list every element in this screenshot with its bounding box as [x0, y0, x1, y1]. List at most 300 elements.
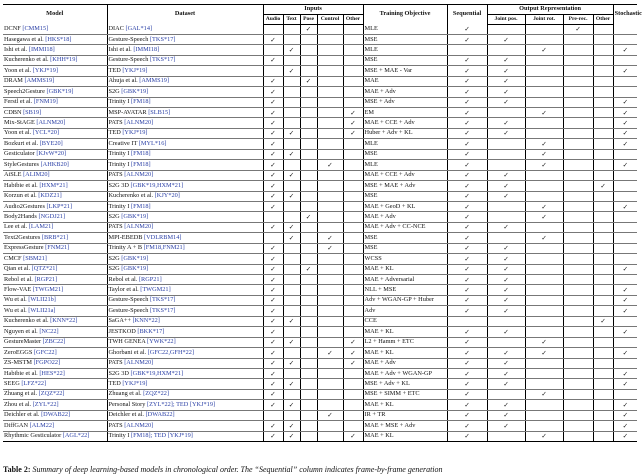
dataset-citation: [KNN*22] — [132, 317, 160, 325]
dataset-name: PATS — [108, 223, 123, 231]
model-cell — [3, 24, 107, 34]
model-citation: [KHH*19] — [50, 56, 78, 64]
model-name: Mix-StAGE — [4, 119, 35, 127]
output-joint-rot-check — [525, 191, 563, 201]
input-control-check — [317, 149, 343, 159]
output-other-check — [593, 348, 613, 358]
output-joint-pos-check: ✓ — [487, 327, 525, 337]
sequential-check: ✓ — [447, 24, 487, 34]
table-row — [3, 181, 637, 191]
input-pose-check: ✓ — [300, 24, 317, 34]
output-joint-pos-check — [487, 212, 525, 222]
input-other-check — [343, 306, 363, 316]
input-control-check — [317, 421, 343, 431]
model-cell — [3, 233, 107, 243]
model-name: Zhou et al. — [4, 400, 32, 408]
dataset-name: Zhuang et al. — [108, 390, 142, 398]
header-input-other: Other — [343, 15, 363, 25]
output-joint-rot-check — [525, 76, 563, 86]
input-control-check — [317, 87, 343, 97]
model-name: GestureMaster — [4, 338, 42, 346]
output-other-check — [593, 45, 613, 55]
training-objective-cell: MSE — [363, 233, 447, 243]
input-pose-check — [300, 410, 317, 420]
dataset-citation: [GBK*19,HXM*21] — [130, 181, 184, 189]
input-text-check — [283, 24, 300, 34]
input-other-check — [343, 149, 363, 159]
input-text-check: ✓ — [283, 222, 300, 232]
table-row — [3, 327, 637, 337]
model-name: Kucherenko et al. — [4, 56, 49, 64]
dataset-cell — [107, 170, 263, 180]
output-pre-rec-check — [563, 306, 593, 316]
model-cell — [3, 181, 107, 191]
dataset-citation: [YWK*22] — [146, 338, 176, 346]
model-citation: [ZBC22] — [42, 338, 66, 346]
model-cell — [3, 358, 107, 368]
output-joint-rot-check: ✓ — [525, 389, 563, 399]
dataset-citation: [TKS*17] — [149, 306, 176, 314]
dataset-cell — [107, 285, 263, 295]
input-control-check — [317, 358, 343, 368]
input-text-check — [283, 306, 300, 316]
output-joint-pos-check: ✓ — [487, 264, 525, 274]
input-control-check — [317, 97, 343, 107]
input-pose-check — [300, 128, 317, 138]
model-citation: [ZYL*22] — [32, 400, 59, 408]
model-cell — [3, 295, 107, 305]
training-objective-cell: MSE + Adv — [363, 97, 447, 107]
input-text-check: ✓ — [283, 379, 300, 389]
output-other-check — [593, 55, 613, 65]
training-objective-cell: MSE — [363, 34, 447, 44]
output-other-check — [593, 97, 613, 107]
output-other-check — [593, 421, 613, 431]
sequential-check — [447, 45, 487, 55]
caption-label: Table 2: — [3, 465, 31, 474]
training-objective-cell: EM — [363, 108, 447, 118]
training-objective-cell: MLE — [363, 24, 447, 34]
stochastic-check — [613, 212, 637, 222]
input-text-check: ✓ — [283, 66, 300, 76]
model-name: AiSLE — [4, 171, 22, 179]
table-row — [3, 201, 637, 211]
sequential-check: ✓ — [447, 243, 487, 253]
output-joint-pos-check — [487, 139, 525, 149]
output-other-check — [593, 128, 613, 138]
output-other-check — [593, 327, 613, 337]
model-name: DCNF — [4, 24, 21, 32]
training-objective-cell: MSE — [363, 243, 447, 253]
output-pre-rec-check — [563, 191, 593, 201]
dataset-citation: [GBK*19] — [121, 265, 149, 273]
output-joint-rot-check — [525, 222, 563, 232]
dataset-cell — [107, 149, 263, 159]
output-other-check — [593, 431, 613, 441]
model-name: Ferstl et al. — [4, 98, 33, 106]
output-pre-rec-check — [563, 118, 593, 128]
sequential-check: ✓ — [447, 400, 487, 410]
dataset-name: Rebol et al. — [108, 275, 138, 283]
output-joint-rot-check — [525, 379, 563, 389]
input-pose-check — [300, 108, 317, 118]
dataset-cell — [107, 431, 263, 441]
input-pose-check — [300, 306, 317, 316]
input-control-check — [317, 389, 343, 399]
input-audio-check: ✓ — [263, 222, 283, 232]
models-summary-table — [3, 4, 642, 442]
model-cell — [3, 128, 107, 138]
input-pose-check — [300, 34, 317, 44]
output-other-check — [593, 108, 613, 118]
output-joint-rot-check: ✓ — [525, 45, 563, 55]
output-joint-pos-check: ✓ — [487, 421, 525, 431]
output-other-check — [593, 285, 613, 295]
model-citation: [ALIM20] — [23, 171, 50, 179]
output-joint-rot-check: ✓ — [525, 337, 563, 347]
sequential-check: ✓ — [447, 181, 487, 191]
model-name: Rhythmic Gesticulator — [4, 432, 62, 440]
dataset-citation: [GFC22,GFH*22] — [147, 348, 195, 356]
dataset-cell — [107, 275, 263, 285]
stochastic-check: ✓ — [613, 306, 637, 316]
table-body — [3, 24, 637, 442]
dataset-name: Gesture-Speech — [108, 296, 149, 304]
table-row — [3, 243, 637, 253]
table-row — [3, 233, 637, 243]
input-control-check — [317, 368, 343, 378]
output-pre-rec-check — [563, 160, 593, 170]
input-control-check — [317, 118, 343, 128]
input-audio-check: ✓ — [263, 389, 283, 399]
dataset-cell — [107, 400, 263, 410]
input-text-check — [283, 160, 300, 170]
stochastic-check: ✓ — [613, 348, 637, 358]
model-cell — [3, 379, 107, 389]
output-joint-pos-check — [487, 160, 525, 170]
input-other-check — [343, 295, 363, 305]
header-input-text: Text — [283, 15, 300, 25]
header-input-audio: Audio — [263, 15, 283, 25]
input-pose-check — [300, 243, 317, 253]
dataset-cell — [107, 421, 263, 431]
output-joint-rot-check — [525, 316, 563, 326]
output-other-check — [593, 410, 613, 420]
sequential-check: ✓ — [447, 254, 487, 264]
input-pose-check — [300, 358, 317, 368]
input-other-check — [343, 139, 363, 149]
training-objective-cell: MLE — [363, 160, 447, 170]
model-name: DRAM — [4, 77, 23, 85]
training-objective-cell: MAE + Adv — [363, 212, 447, 222]
output-pre-rec-check — [563, 243, 593, 253]
output-joint-pos-check: ✓ — [487, 358, 525, 368]
model-citation: [LAM21] — [28, 223, 54, 231]
output-joint-rot-check — [525, 306, 563, 316]
input-control-check — [317, 191, 343, 201]
input-text-check — [283, 410, 300, 420]
input-text-check: ✓ — [283, 316, 300, 326]
dataset-citation: [ALNM20] — [124, 359, 154, 367]
stochastic-check — [613, 24, 637, 34]
table-caption — [3, 465, 443, 474]
output-pre-rec-check — [563, 233, 593, 243]
input-control-check — [317, 66, 343, 76]
sequential-check: ✓ — [447, 285, 487, 295]
dataset-name: S2G — [108, 254, 120, 262]
output-joint-rot-check — [525, 410, 563, 420]
table-row — [3, 212, 637, 222]
output-pre-rec-check — [563, 66, 593, 76]
stochastic-check — [613, 254, 637, 264]
stochastic-check: ✓ — [613, 160, 637, 170]
model-name: Rebol et al. — [4, 275, 33, 283]
table-row — [3, 400, 637, 410]
output-other-check — [593, 275, 613, 285]
dataset-citation: [ALNM20] — [124, 421, 154, 429]
dataset-name: Deichler et al. — [108, 411, 144, 419]
dataset-name: Trinity I — [108, 202, 130, 210]
dataset-citation: [MYL*16] — [138, 139, 167, 147]
header-model: Model — [3, 5, 107, 25]
output-joint-pos-check — [487, 389, 525, 399]
dataset-cell — [107, 118, 263, 128]
sequential-check: ✓ — [447, 108, 487, 118]
header-stochastic: Stochastic — [613, 5, 637, 25]
input-other-check — [343, 233, 363, 243]
model-citation: [KDZ21] — [38, 192, 62, 200]
output-other-check — [593, 24, 613, 34]
input-text-check — [283, 264, 300, 274]
table-row — [3, 160, 637, 170]
header-training-objective: Training Objective — [363, 5, 447, 25]
dataset-citation: [GBK*19] — [121, 212, 149, 220]
input-control-check — [317, 295, 343, 305]
model-cell — [3, 55, 107, 65]
training-objective-cell: NLL + MSE — [363, 285, 447, 295]
input-audio-check: ✓ — [263, 285, 283, 295]
dataset-cell — [107, 348, 263, 358]
dataset-name: TED — [108, 129, 121, 137]
model-name: Habibie et al. — [4, 181, 38, 189]
output-joint-pos-check: ✓ — [487, 410, 525, 420]
input-pose-check — [300, 337, 317, 347]
header-input-control: Control — [317, 15, 343, 25]
dataset-citation: [KJY*20] — [154, 192, 180, 200]
output-other-check — [593, 254, 613, 264]
training-objective-cell: MAE + KL — [363, 264, 447, 274]
stochastic-check: ✓ — [613, 264, 637, 274]
stochastic-check: ✓ — [613, 410, 637, 420]
sequential-check: ✓ — [447, 87, 487, 97]
table-row — [3, 191, 637, 201]
input-other-check — [343, 66, 363, 76]
dataset-citation: [AMMS19] — [139, 77, 170, 85]
model-name: ZeroEGGS — [4, 348, 33, 356]
input-control-check — [317, 327, 343, 337]
table-row — [3, 264, 637, 274]
stochastic-check: ✓ — [613, 118, 637, 128]
output-other-check — [593, 358, 613, 368]
dataset-name: MSP-AVATAR — [108, 108, 147, 116]
model-citation: [RGP21] — [34, 275, 58, 283]
output-other-check — [593, 337, 613, 347]
input-control-check: ✓ — [317, 233, 343, 243]
input-text-check: ✓ — [283, 431, 300, 441]
dataset-citation: [TKS*17] — [149, 296, 176, 304]
output-joint-pos-check: ✓ — [487, 118, 525, 128]
dataset-cell — [107, 160, 263, 170]
stochastic-check — [613, 181, 637, 191]
stochastic-check: ✓ — [613, 66, 637, 76]
header-output-representation: Output Representation — [487, 5, 613, 15]
output-pre-rec-check — [563, 55, 593, 65]
input-other-check — [343, 34, 363, 44]
caption-text: Summary of deep learning-based models in chronological order. The “Sequential” column indicates frame-by-frame generation — [32, 465, 443, 474]
header-output-pre-rec: Pre-rec. — [563, 15, 593, 25]
dataset-citation: [FM18] — [131, 150, 151, 158]
input-other-check — [343, 368, 363, 378]
training-objective-cell: Adv + WGAN-GP + Huber — [363, 295, 447, 305]
sequential-check: ✓ — [447, 55, 487, 65]
input-audio-check: ✓ — [263, 337, 283, 347]
dataset-citation: [SLB15] — [148, 108, 171, 116]
input-text-check — [283, 55, 300, 65]
table-row — [3, 139, 637, 149]
model-citation: [ALM22] — [29, 421, 55, 429]
input-audio-check: ✓ — [263, 118, 283, 128]
dataset-citation: [FM18] — [131, 98, 151, 106]
model-citation: [HXM*21] — [39, 181, 68, 189]
dataset-name: Creative IT — [108, 139, 138, 147]
training-objective-cell: MLE — [363, 45, 447, 55]
dataset-name: MPI-EBEDB — [108, 233, 143, 241]
dataset-cell — [107, 316, 263, 326]
output-joint-rot-check: ✓ — [525, 108, 563, 118]
input-other-check — [343, 389, 363, 399]
model-name: Bozkurt et al. — [4, 139, 39, 147]
dataset-citation: [GBK*19] — [121, 87, 149, 95]
dataset-name: S2G — [108, 87, 120, 95]
output-pre-rec-check — [563, 431, 593, 441]
sequential-check: ✓ — [447, 212, 487, 222]
output-joint-pos-check: ✓ — [487, 66, 525, 76]
training-objective-cell: MAE + Adv — [363, 87, 447, 97]
output-pre-rec-check — [563, 327, 593, 337]
dataset-citation: [BKK*17] — [137, 327, 165, 335]
dataset-citation: [FM18] — [131, 160, 151, 168]
output-joint-rot-check — [525, 24, 563, 34]
input-text-check: ✓ — [283, 45, 300, 55]
input-control-check: ✓ — [317, 243, 343, 253]
input-pose-check — [300, 87, 317, 97]
model-cell — [3, 201, 107, 211]
dataset-cell — [107, 76, 263, 86]
training-objective-cell: MAE + KL — [363, 348, 447, 358]
table-row — [3, 358, 637, 368]
input-text-check — [283, 97, 300, 107]
output-joint-rot-check — [525, 400, 563, 410]
model-cell — [3, 275, 107, 285]
table-row — [3, 379, 637, 389]
input-audio-check: ✓ — [263, 295, 283, 305]
training-objective-cell: CCE — [363, 316, 447, 326]
model-name: Nguyen et al. — [4, 327, 38, 335]
model-name: Hasegawa et al. — [4, 35, 44, 43]
output-joint-rot-check — [525, 327, 563, 337]
training-objective-cell: MAE + KL — [363, 431, 447, 441]
output-pre-rec-check — [563, 254, 593, 264]
dataset-cell — [107, 295, 263, 305]
dataset-cell — [107, 233, 263, 243]
dataset-cell — [107, 306, 263, 316]
input-pose-check — [300, 327, 317, 337]
table-row — [3, 222, 637, 232]
model-citation: [QTZ*21] — [31, 265, 58, 273]
sequential-check: ✓ — [447, 358, 487, 368]
input-other-check — [343, 254, 363, 264]
model-citation: [FGPO22] — [33, 359, 61, 367]
dataset-name: Trinity I — [108, 150, 130, 158]
dataset-citation: [FM18]; TED [YKJ*19] — [131, 432, 193, 440]
output-pre-rec-check — [563, 212, 593, 222]
model-cell — [3, 87, 107, 97]
input-control-check — [317, 108, 343, 118]
header-sequential: Sequential — [447, 5, 487, 25]
input-audio-check: ✓ — [263, 108, 283, 118]
model-name: Korzun et al. — [4, 192, 37, 200]
input-pose-check — [300, 431, 317, 441]
output-joint-pos-check — [487, 337, 525, 347]
input-other-check — [343, 24, 363, 34]
output-joint-pos-check: ✓ — [487, 348, 525, 358]
output-other-check — [593, 149, 613, 159]
dataset-name: Ghorbani et al. — [108, 348, 147, 356]
input-control-check — [317, 285, 343, 295]
input-pose-check — [300, 389, 317, 399]
stochastic-check — [613, 34, 637, 44]
table-row — [3, 348, 637, 358]
output-joint-pos-check: ✓ — [487, 295, 525, 305]
model-citation: [ZQZ*22] — [38, 390, 65, 398]
output-joint-pos-check: ✓ — [487, 170, 525, 180]
stochastic-check — [613, 87, 637, 97]
dataset-citation: [DWAB22] — [145, 411, 175, 419]
training-objective-cell: MLE — [363, 139, 447, 149]
dataset-name: Gesture-Speech — [108, 56, 149, 64]
input-control-check — [317, 55, 343, 65]
input-pose-check — [300, 55, 317, 65]
stochastic-check — [613, 76, 637, 86]
input-control-check — [317, 181, 343, 191]
dataset-cell — [107, 87, 263, 97]
output-pre-rec-check — [563, 337, 593, 347]
input-other-check — [343, 222, 363, 232]
output-pre-rec-check — [563, 139, 593, 149]
input-audio-check: ✓ — [263, 139, 283, 149]
output-pre-rec-check — [563, 400, 593, 410]
output-joint-pos-check: ✓ — [487, 87, 525, 97]
training-objective-cell: MSE — [363, 191, 447, 201]
output-pre-rec-check — [563, 34, 593, 44]
training-objective-cell: MSE — [363, 55, 447, 65]
output-pre-rec-check — [563, 379, 593, 389]
output-pre-rec-check — [563, 45, 593, 55]
output-pre-rec-check — [563, 76, 593, 86]
sequential-check: ✓ — [447, 264, 487, 274]
output-joint-pos-check: ✓ — [487, 400, 525, 410]
table-row — [3, 389, 637, 399]
